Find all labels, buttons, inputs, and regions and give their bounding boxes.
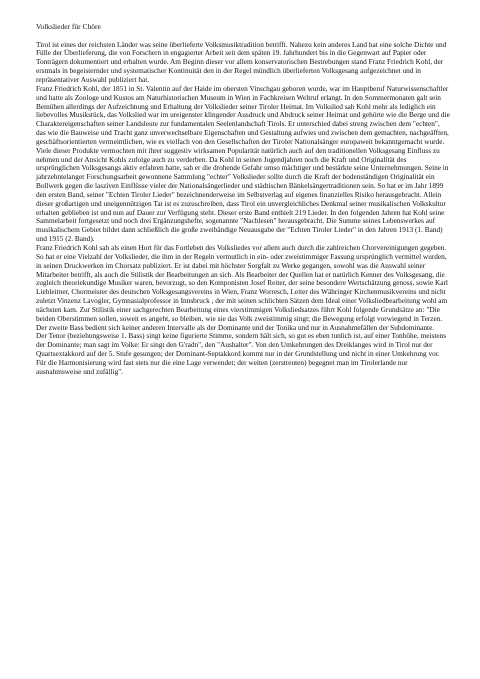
paragraph-tenor: Der Tenor (beziehungsweise 1. Bass) singt keine figurierte Stimme, sondern hält sich, so gut es eben tunlich ist, auf einer Tonhöhe, meistens der Dominante; man sagt im Volke: Er singt den G'radn", den "Aushalter". Von den Umkehrungen des Dreiklanges wird in Tirol nur der Quartsextakkord auf der 5. Stufe gesungen; der Dominant-Septakkord kommt nur in der Grundstellung und nicht in einer Umkehrung vor. bbox=[36, 331, 447, 359]
paragraph-harmonization: Für die Harmonisierung wird fast stets nur die eine Lage verwendet; der weiten (zerstreuten) begegnet man im Tirolerlande nur ausnahmsweise und zufällig". bbox=[36, 357, 408, 376]
paragraph-intro: Tirol ist eines der reichsten Länder was seine überlieferte Volksmusiktradition betrifft. Nahezu kein anderes Land hat eine solche Dichte und Fülle der Überlieferung, die von Forschern in engagierter Arbeit seit dem späten 19. Jahrhundert bis in die Gegenwart auf Papier oder Tonträgern dokumentiert und erhalten wurde. Am Beginn dieser vor allem konservatorischen Bestrebungen stand Franz Friedrich Kohl, der erstmals in begeisternder und systematischer Kontinuität den in der Regel mündlich überlieferten Volksgesang aufgezeichnet und in repräsentativer Auswahl publiziert hat. bbox=[36, 39, 447, 84]
document-page bbox=[36, 22, 450, 377]
paragraph-kohl-biography: Franz Friedrich Kohl, der 1851 in St. Valentin auf der Haide im obersten Vinschgau geboren wurde, war im Hauptberuf Naturwissenschaftler und hatte als Zoologe und Kustos am Naturhistorischen Museum in Wien in Fachkreisen Weltruf erlangt. In den Sommermonaten galt sein Bemühen allerdings der Aufzeichnung und Erhaltung der Volkslieder seiner Tiroler Heimat. Im Volkslied sah Kohl mehr als lediglich ein liebevolles Musikstück, das Volkslied war im ureigenster klingender Ausdruck und Abdruck seiner Heimat und gehörte wie die Berge und die Charaktereigenschaften seiner Landsleute zur fundamentalen Seelenlandschaft Tirols. Er unterschied dabei streng zwischen dem "echten", das wie die Bauweise und Tracht ganz unverwechselbare Eigenschaften und Gestaltung aufwies und zwischen dem gemachten, nachgeäfften, geschäftsorientierten vermeintlichen, wie es vielfach von den Gesellschaften der Tiroler Nationalsänger europaweit bekanntgemacht wurde. Viele dieser Produkte vermochten mit ihrer suggestiv wirksamen Popularität natürlich auch auf den traditionellen Volksgesang Einfluss zu nehmen und der Ansicht Kohls zufolge auch zu verderben. Da Kohl in seinen Jugendjahren noch die Kraft und Originalität des ursprünglichen Volksgesangs aktiv erfahren hatte, sah er die drohende Gefahr umso mächtiger und bestärkte seine Unternehmungen. Seine in jahrzehntelanger Forschungsarbeit gewonnene Sammlung "echter" Volkslieder sollte durch die Kraft der bodenständigen Originalität ein Bollwerk gegen die laszíven Einflüsse vieler der Nationalsängerlieder und städtischen Bänkelsängertraditionen sein. So hat er im Jahr 1899 den ersten Band, seiner "Echten Tiroler Lieder" bezeichnenderweise im Selbstverlag auf eigenes finanzielles Risiko herausgebracht. Allein dieser großartigen und uneigennützigen Tat ist es zuzuschreiben, dass Tirol ein unvergleichliches Denkmal seiner musikalischen Volkskultur erhalten geblieben ist und nun auf Dauer zur Verfügung steht. Dieser erste Band enthielt 219 Lieder. In den folgenden Jahren hat Kohl seine Sammelarbeit fortgesetzt und noch drei Ergänzungshefte, sogenannte "Nachlesen" herausgebracht. Die Summe seines Lebenswerkes auf musikalischem Gebiet bildet dann schließlich die große zweibändige Neuausgabe der "Echten Tiroler Lieder" in den Jahren 1913 (1. Band) und 1915 (2. Band). bbox=[36, 83, 450, 244]
paragraph-choral-settings: Franz Friedrich Kohl sah als einen Hort für das Fortleben des Volksliedes vor allem auch durch die zahlreichen Chorvereinigungen gegeben. So hat er eine Vielzahl der Volkslieder, die ihm in der Regeln vermutlich in ein- oder zweistimmiger Fassung ursprünglich vermittel wurden, in seinen Druckwerken im Chorsatz publiziert. Er ist dabei mit höchster Sorgfalt zu Werke gegangen, sowohl was die Auswahl seiner Mitarbeiter betrifft, als auch die Stilistik der Bearbeitungen an sich. Als Bearbeiter der Quellen hat er natürlich Kenner des Volksgesang, die zugleich theoriekundige Musiker waren, bevorzugt, so den Komponisten Josef Reiter, der seine besondere Wertschätzung genoss, sowie Karl Liebleitner, Chormeister des deutschen Volksgesangsvereins in Wien, Franz Worresch, Leiter des Währinger Kirchenmusikvereins und nicht zuletzt Vinzenz Lavogler, Gymnasialprofessor in Innsbruck , der mit seinen schlichten Sätzen dem Ideal einer Volksliedbearbeitung wohl am nächsten kam. Zur Stilistik einer sachgerechten Bearbeitung eines vierstimmigen Volksliedsatzes führt Kohl folgende Grundsätze an: "Die beiden Oberstimmen sollen, soweit es angeht, so bleiben, wie sie das Volk zweistimmig singt; die Bewegung erfolgt vorwiegend in Terzen. Der zweite Bass bedient sich keiner anderen Intervalle als der Dominante und der Tonika und nur in Ausnahmefällen der Subdominante. bbox=[36, 243, 448, 332]
document-title: Volkslieder für Chöre bbox=[36, 22, 101, 31]
